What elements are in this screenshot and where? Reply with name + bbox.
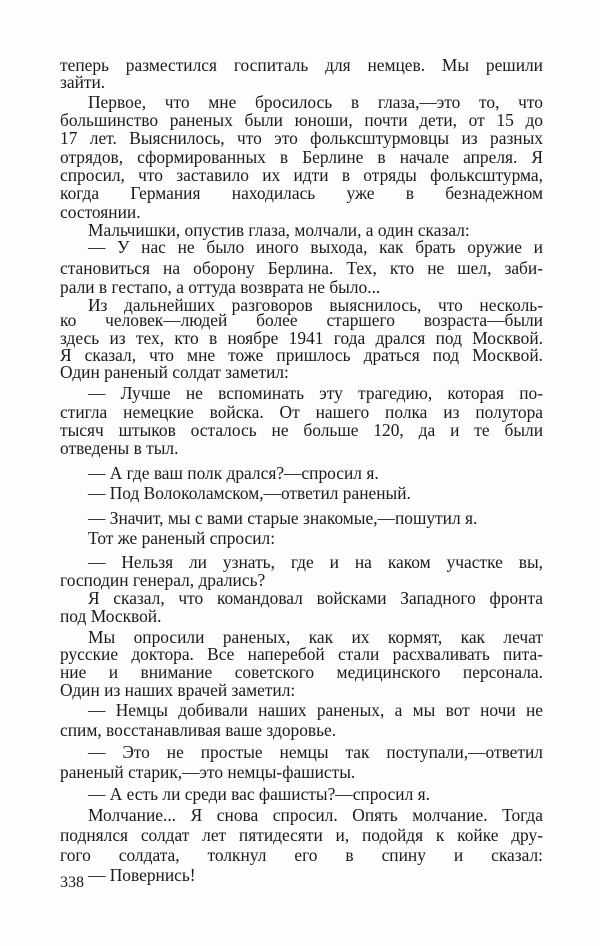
text-line: отрядов, сформированных в Берлине в начале апреля. Я: [60, 147, 543, 167]
text-line: отведены в тыл.: [60, 438, 179, 458]
text-line: гого солдата, толкнул его в спину и сказал:: [60, 845, 543, 865]
text-line: большинство раненых были юноши, почти дети, от 15 до: [60, 110, 543, 130]
text-line: господин генерал, дрались?: [60, 570, 266, 590]
text-line: спим, восстанавливая ваше здоровье.: [60, 720, 337, 740]
text-line: Мы опросили раненых, как их кормят, как лечат: [88, 627, 543, 647]
text-line: — Немцы добивали наших раненых, а мы вот ночи не: [88, 700, 543, 720]
text-line: стигла немецкие войска. От нашего полка из полутора: [60, 402, 543, 422]
text-line: становиться на оборону Берлина. Тех, кто не шел, заби-: [60, 258, 543, 278]
text-line: — У нас не было иного выхода, как брать оружие и: [88, 237, 543, 257]
text-line: — Это не простые немцы так поступали,—ответил: [88, 742, 543, 762]
text-line: рали в гестапо, а оттуда возврата не было...: [60, 277, 381, 297]
text-line: ко человек—людей более старшего возраста—были: [60, 310, 543, 330]
text-line: теперь разместился госпиталь для немцев. Мы решили: [60, 55, 543, 75]
text-line: Один раненый солдат заметил:: [60, 362, 289, 382]
text-line: Первое, что мне бросилось в глаза,—это то, что: [88, 92, 543, 112]
text-line: Из дальнейших разговоров выяснилось, что несколь-: [88, 295, 543, 315]
page-number: 338: [60, 874, 84, 891]
text-line: Мальчишки, опустив глаза, молчали, а один сказал:: [88, 220, 470, 240]
text-line: Один из наших врачей заметил:: [60, 680, 296, 700]
text-line: — Значит, мы с вами старые знакомые,—пошутил я.: [88, 508, 478, 528]
text-line: ние и внимание советского медицинского персонала.: [60, 662, 543, 682]
text-line: раненый старик,—это немцы-фашисты.: [60, 762, 356, 782]
text-line: Я сказал, что командовал войсками Западного фронта: [88, 588, 543, 608]
text-line: поднялся солдат лет пятидесяти и, подойдя к койке дру-: [60, 825, 543, 845]
text-line: Тот же раненый спросил:: [88, 528, 276, 548]
text-line: — Под Волоколамском,—ответил раненый.: [88, 483, 411, 503]
text-line: — А есть ли среди вас фашисты?—спросил я.: [88, 784, 430, 804]
text-line: — Лучше не вспоминать эту трагедию, которая по-: [88, 383, 543, 403]
text-line: — Нельзя ли узнать, где и на каком участке вы,: [88, 552, 543, 572]
text-line: 17 лет. Выяснилось, что это фольксштурмовцы из разных: [60, 128, 543, 148]
text-line: тысяч штыков осталось не больше 120, да и те были: [60, 420, 543, 440]
text-line: здесь из тех, кто в ноябре 1941 года дрался под Москвой.: [60, 328, 543, 348]
text-line: — А где ваш полк дрался?—спросил я.: [88, 463, 379, 483]
text-line: Молчание... Я снова спросил. Опять молчание. Тогда: [88, 805, 543, 825]
text-line: спросил, что заставило их идти в отряды фольксштурма,: [60, 165, 543, 185]
text-line: под Москвой.: [60, 606, 162, 626]
text-line: — Повернись!: [88, 865, 196, 885]
text-line: Я сказал, что мне тоже пришлось драться под Москвой.: [60, 345, 543, 365]
text-line: зайти.: [60, 72, 106, 92]
text-line: когда Германия находилась уже в безнадежном: [60, 183, 543, 203]
text-line: русские доктора. Все наперебой стали расхваливать пита-: [60, 644, 543, 664]
text-line: состоянии.: [60, 202, 141, 222]
